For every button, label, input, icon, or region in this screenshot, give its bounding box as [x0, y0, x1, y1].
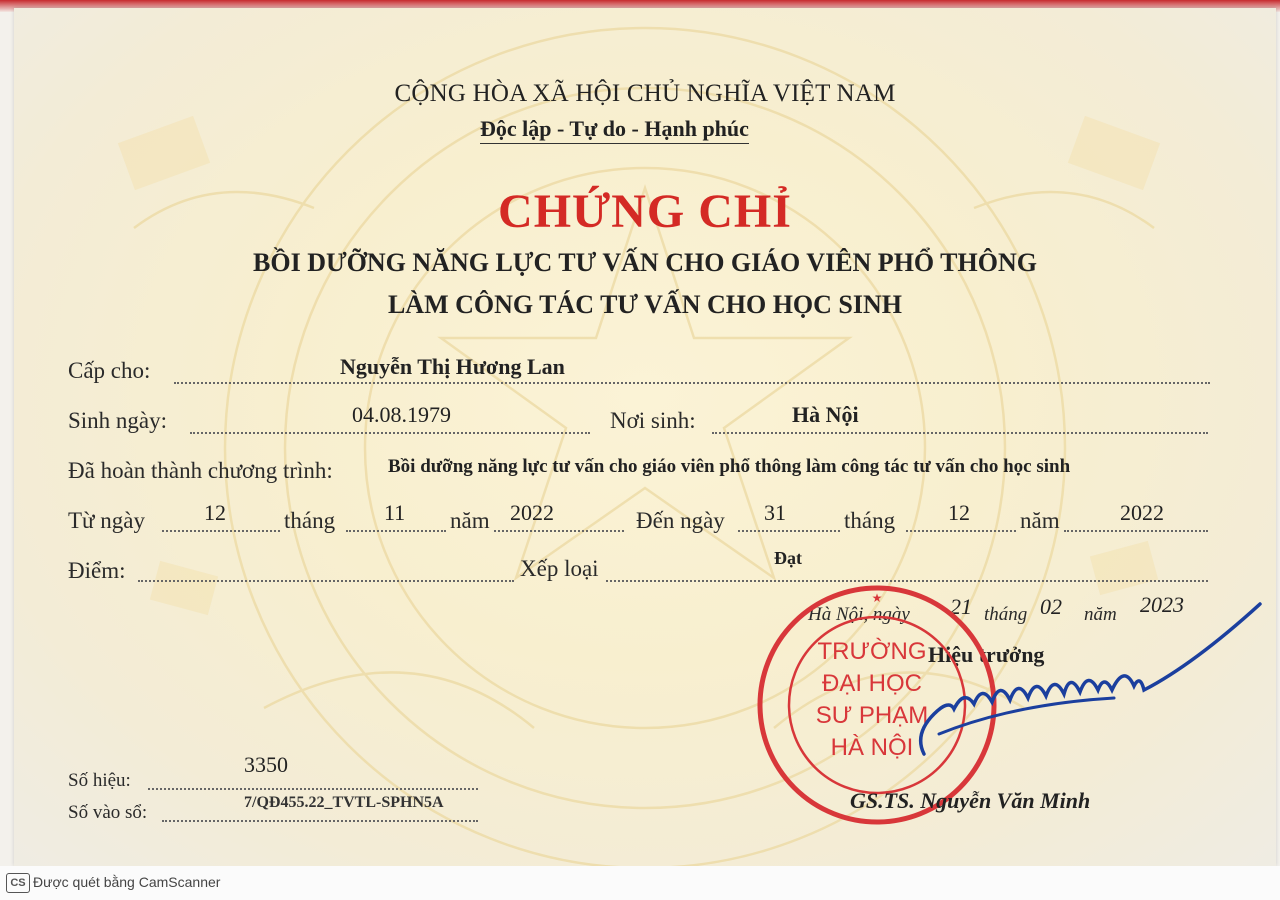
rank-label: Xếp loại: [520, 556, 599, 581]
program-label: Đã hoàn thành chương trình:: [68, 458, 333, 483]
dob-dotted-line: [190, 432, 590, 434]
scanner-footer: [0, 866, 1280, 900]
program-value: Bồi dưỡng năng lực tư vấn cho giáo viên phổ thông làm công tác tư vấn cho học sinh: [388, 456, 1071, 477]
birthplace-dotted-line: [712, 432, 1208, 434]
to-month: 12: [948, 500, 970, 525]
issue-month-label: tháng: [984, 604, 1028, 625]
seal-line-2: ĐẠI HỌC: [821, 670, 922, 697]
to-year-label: năm: [1020, 508, 1060, 533]
to-label: Đến ngày: [636, 508, 725, 533]
motto: Độc lập - Tự do - Hạnh phúc: [480, 116, 749, 144]
issue-year-label: năm: [1084, 604, 1117, 625]
to-day-dotted: [738, 530, 840, 532]
signer-position: Hiệu trưởng: [928, 642, 1045, 667]
subtitle-line-1: BỒI DƯỠNG NĂNG LỰC TƯ VẤN CHO GIÁO VIÊN PHỔ THÔNG: [253, 248, 1037, 277]
from-year-dotted: [494, 530, 624, 532]
recipient-label: Cấp cho:: [68, 358, 151, 383]
to-year: 2022: [1120, 500, 1164, 525]
certificate-title: CHỨNG CHỈ: [498, 185, 792, 238]
book-number-dotted: [162, 820, 478, 822]
to-month-dotted: [906, 530, 1016, 532]
to-day: 31: [764, 500, 786, 525]
from-day-dotted: [162, 530, 280, 532]
svg-text:★: ★: [871, 591, 883, 605]
serial-number-value: 3350: [244, 752, 288, 777]
to-year-dotted: [1064, 530, 1208, 532]
issue-year: 2023: [1140, 592, 1184, 617]
recipient-dotted-line: [174, 382, 1210, 384]
from-year: 2022: [510, 500, 554, 525]
score-dotted-line: [138, 580, 514, 582]
serial-number-dotted: [148, 788, 478, 790]
birthplace-label: Nơi sinh:: [610, 408, 696, 433]
from-label: Từ ngày: [68, 508, 145, 533]
certificate-paper: [14, 8, 1276, 866]
issue-month: 02: [1040, 594, 1062, 619]
from-month: 11: [384, 500, 406, 525]
to-month-label: tháng: [844, 508, 896, 533]
dob-label: Sinh ngày:: [68, 408, 168, 433]
from-day: 12: [204, 500, 226, 525]
signer-name: GS.TS. Nguyễn Văn Minh: [850, 788, 1091, 813]
issue-day: 21: [950, 594, 972, 619]
rank-value: Đạt: [774, 548, 802, 568]
serial-number-label: Số hiệu:: [68, 770, 131, 791]
score-label: Điểm:: [68, 558, 126, 583]
from-month-label: tháng: [284, 508, 336, 533]
dob-value: 04.08.1979: [352, 402, 451, 427]
book-number-label: Số vào sổ:: [68, 802, 148, 823]
issue-place: Hà Nội, ngày: [808, 604, 910, 625]
subtitle-line-2: LÀM CÔNG TÁC TƯ VẤN CHO HỌC SINH: [387, 290, 903, 319]
camscanner-text: Được quét bằng CamScanner: [33, 874, 221, 890]
book-number-value: 7/QĐ455.22_TVTL-SPHN5A: [244, 794, 444, 811]
birthplace-value: Hà Nội: [792, 402, 859, 427]
camscanner-logo-icon: CS: [6, 873, 30, 893]
seal-line-4: HÀ NỘI: [830, 734, 914, 761]
national-name: CỘNG HÒA XÃ HỘI CHỦ NGHĨA VIỆT NAM: [394, 80, 896, 107]
seal-line-3: SƯ PHẠM: [815, 702, 929, 729]
seal-line-1: TRƯỜNG: [817, 638, 927, 665]
from-month-dotted: [346, 530, 446, 532]
from-year-label: năm: [450, 508, 490, 533]
recipient-value: Nguyễn Thị Hương Lan: [340, 354, 565, 379]
signature: [894, 594, 1264, 764]
